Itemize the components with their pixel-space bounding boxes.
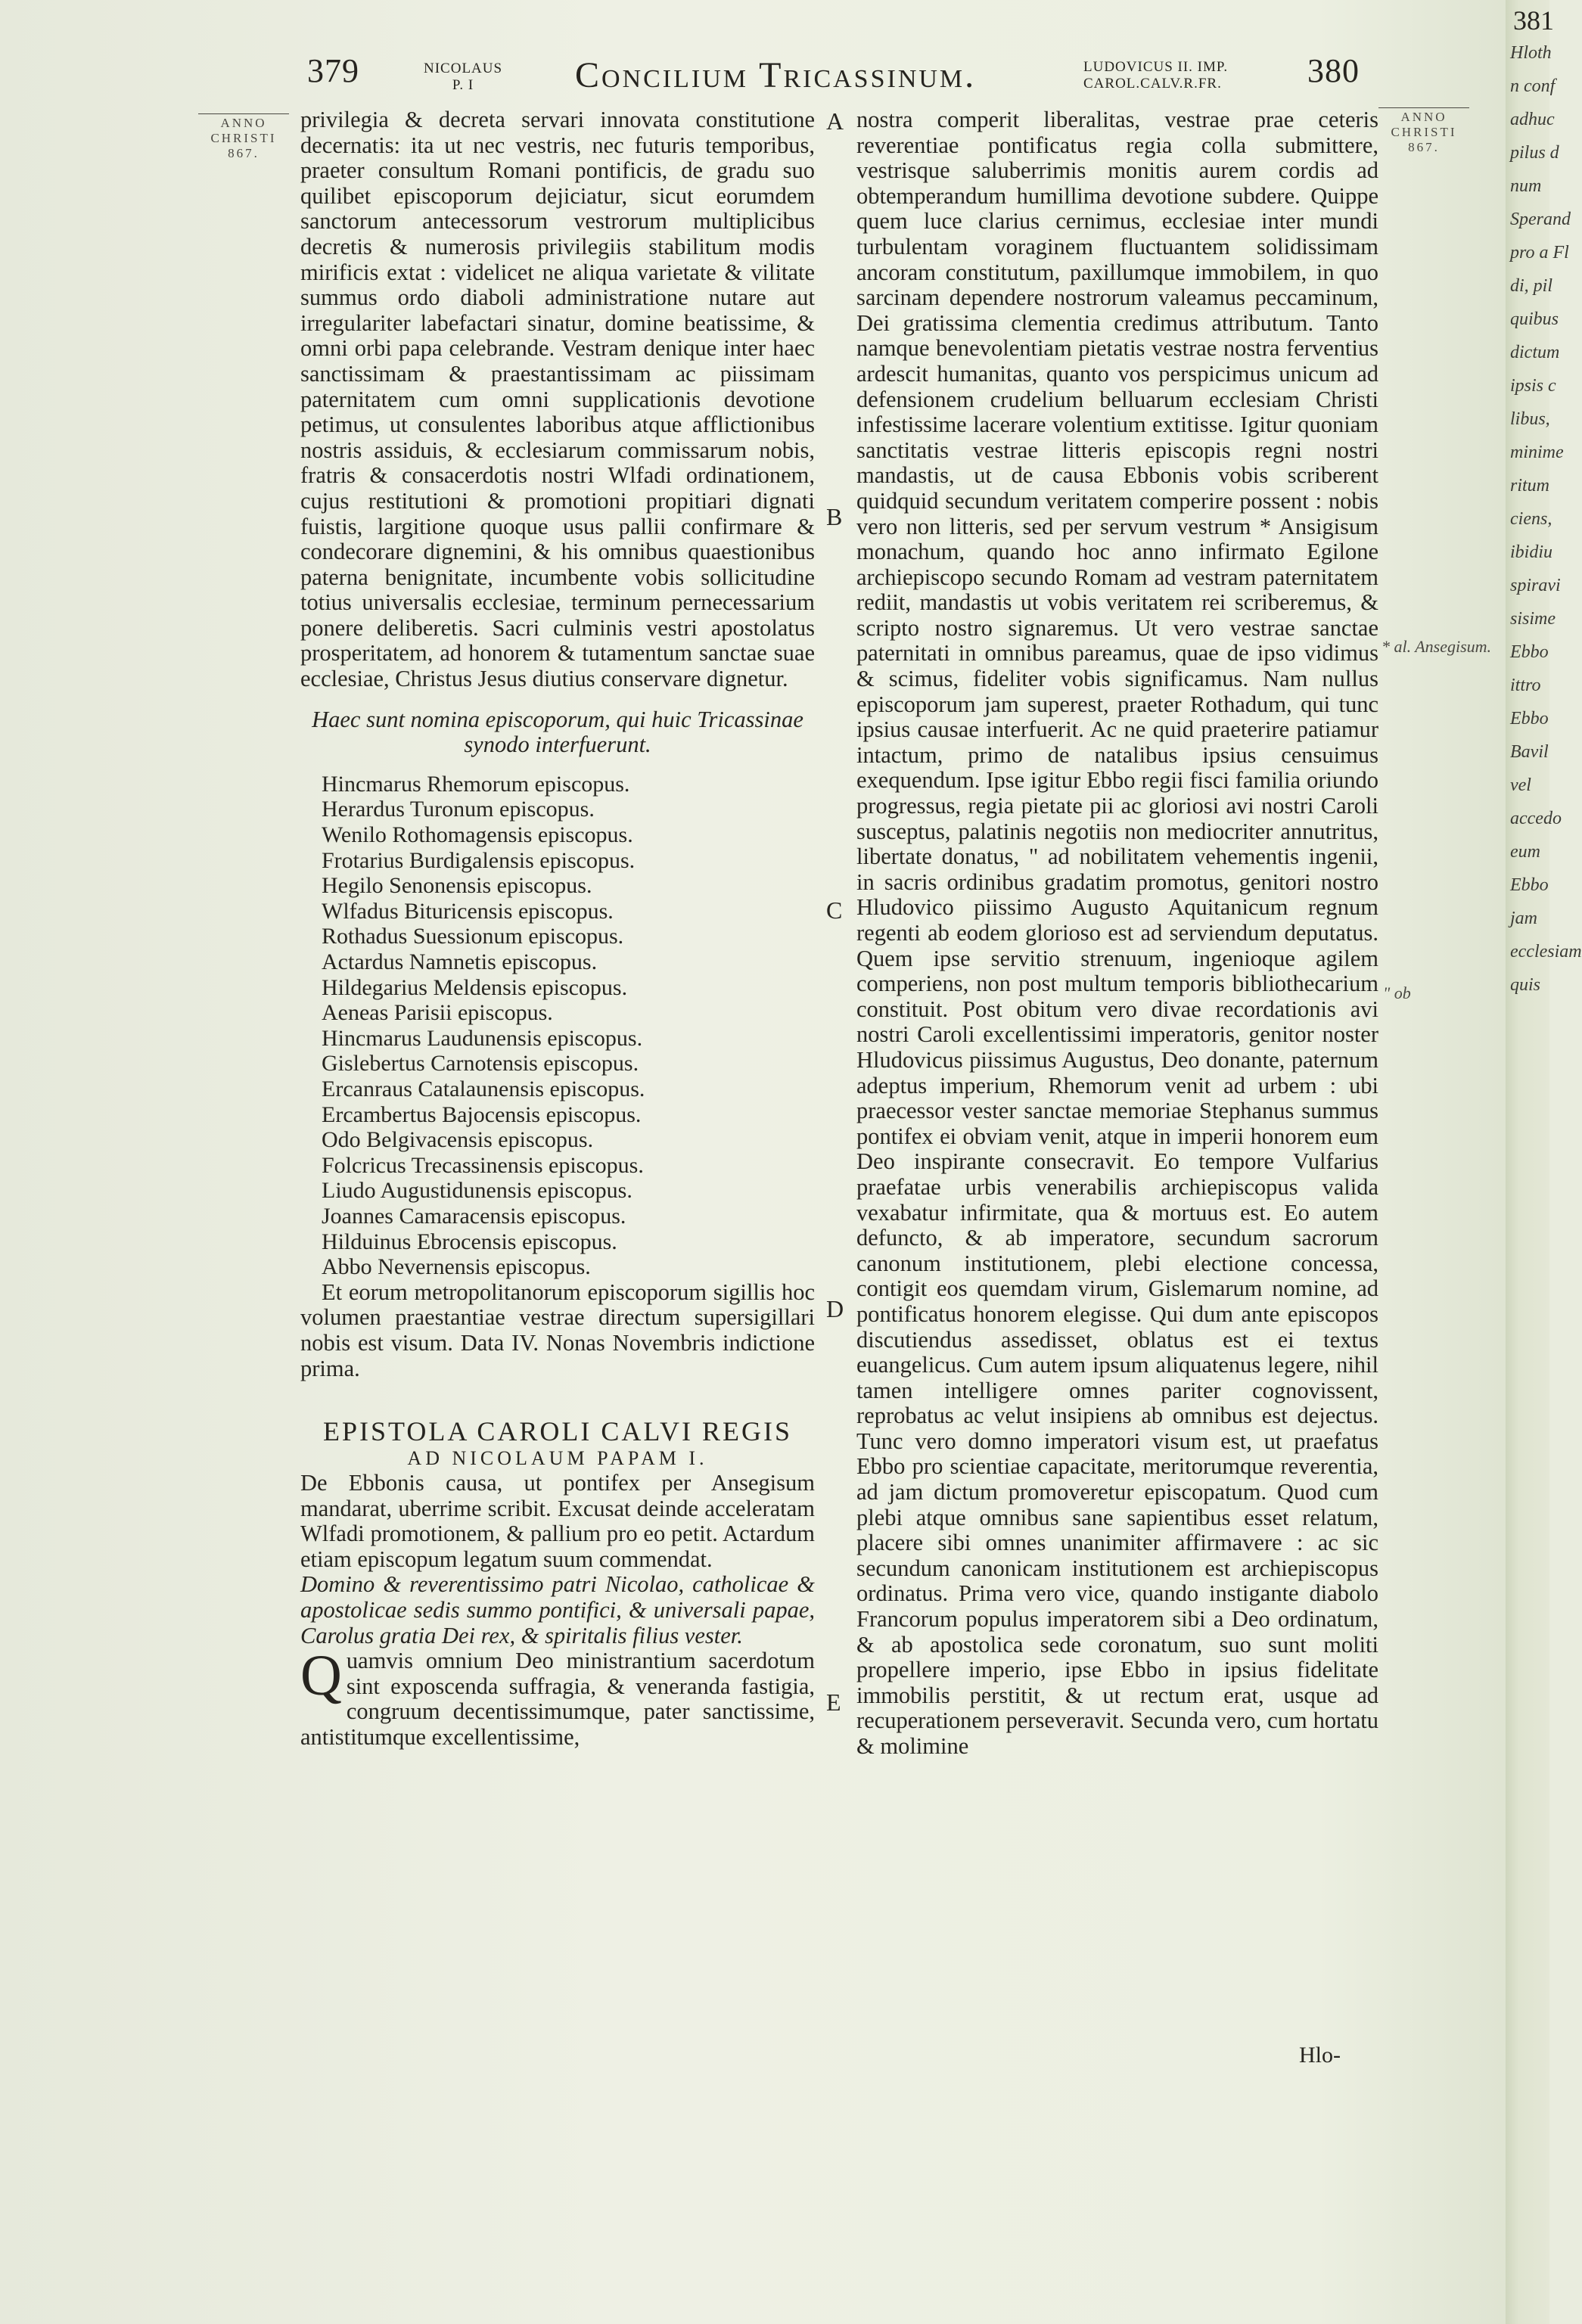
text-fragment: Ebbo	[1510, 875, 1549, 895]
page-number-right: 380	[1307, 52, 1360, 89]
year-note-year: 867.	[1408, 140, 1440, 154]
year-note-year: 867.	[228, 146, 260, 160]
margin-letter-a: A	[826, 107, 844, 135]
next-page-fragments	[1506, 36, 1582, 1002]
text-fragment: quis	[1510, 975, 1541, 995]
year-note-rule	[1378, 107, 1469, 108]
list-item: Hilduinus Ebrocensis episcopus.	[322, 1229, 617, 1254]
sealing-note: Et eorum metropolitanorum episcoporum sigillis hoc volumen praestantiae vestrae directum supersigillari nobis est visum. Data IV. Nonas Novembris indictione prima.	[300, 1279, 815, 1381]
text-fragment: Ebbo	[1510, 709, 1549, 729]
side-note-mark: * al.	[1382, 637, 1412, 656]
text-fragment: libus,	[1510, 409, 1550, 429]
list-item: Ercambertus Bajocensis episcopus.	[322, 1101, 642, 1127]
text-fragment: ritum	[1510, 476, 1550, 496]
synod-letter-ending: privilegia & decreta servari innovata constitutione decernatis: ita ut nec vestris, nec futuris temporibus, praeter consultum Romani pontificis, de gradu suo quilibet episcoporum dejiciatur, sicut eorumdem sanctorum antecessorum vestrorum multiplicibus decretis & numerosis privilegiis stabilitum modis mirificis extat : videlicet ne aliqua varietate & vilitate summus ordo diaboli administratione nutare aut irregulariter labefactari sinatur, domine beatissime, & omni orbi papa celebrande. Vestram denique inter haec sanctissimam & praestantissimam ac piissimam paternitatem cum omni supplicationis devotione petimus, ut consulentes laboribus atque afflictionibus nostris assiduis, & ecclesiarum commissarum nobis, fratris & consacerdotis nostri Wlfadi ordinationem, cujus restitutioni & promotioni propitiari dignati fuistis, largitione quoque usus pallii confirmare & condecorare dignemini, & his omnibus quaestionibus paterna benignitate, incumbente vobis sollicitudine totius universalis ecclesiae, terminum pernecessarium ponere deliberetis. Sacri culminis vestri apostolatus prosperitatem, ad honorem & tutamentum sanctae suae ecclesiae, Christus Jesus diutius conservare dignetur.	[300, 107, 815, 692]
page-number-left: 379	[307, 52, 359, 89]
list-item: Liudo Augustidunensis episcopus.	[322, 1178, 632, 1204]
right-column	[856, 107, 1378, 1760]
text-fragment: accedo	[1510, 809, 1562, 828]
text-fragment: minime	[1510, 443, 1564, 462]
signers-list	[322, 772, 815, 1280]
header-rulers	[1083, 59, 1228, 92]
text-fragment: vel	[1510, 775, 1531, 795]
list-item: Folcricus Trecassinensis episcopus.	[322, 1152, 644, 1178]
text-fragment: ecclesiam	[1510, 942, 1582, 962]
epistle-opening-text: uamvis omnium Deo ministrantium sacerdotum sint exposcenda suffragia, & veneranda fastigia, congruum decentissimumque, pater sanctissime, antistitumque excellentissime,	[300, 1648, 815, 1751]
text-fragment: Hloth	[1510, 43, 1552, 63]
epistle-title: EPISTOLA CAROLI CALVI REGIS	[322, 1416, 793, 1447]
margin-letter-b: B	[826, 503, 843, 530]
year-note-right	[1378, 107, 1469, 155]
text-fragment: ittro	[1510, 676, 1541, 695]
text-fragment: jam	[1510, 909, 1537, 928]
list-item: Hincmarus Rhemorum episcopus.	[322, 771, 630, 797]
next-page-number: 381	[1513, 5, 1554, 36]
epistle-summary: De Ebbonis causa, ut pontifex per Ansegisum mandarat, uberrime scribit. Excusat deinde acceleratam Wlfadi promotionem, & pallium pro eo petit. Actardum etiam episcopum legatum suum commendat.	[300, 1470, 815, 1572]
text-fragment: eum	[1510, 842, 1540, 862]
text-fragment: ciens,	[1510, 509, 1552, 529]
header-pope-number: P. I	[452, 77, 474, 93]
margin-letter-c: C	[826, 896, 843, 924]
text-fragment: Bavil	[1510, 742, 1549, 762]
text-fragment: spiravi	[1510, 576, 1561, 595]
list-item: Abbo Nevernensis episcopus.	[322, 1254, 591, 1280]
text-fragment: Sperand	[1510, 210, 1571, 229]
list-item: Hildegarius Meldensis episcopus.	[322, 974, 628, 1000]
header-pope	[424, 61, 502, 94]
epistle-subtitle: AD NICOLAUM PAPAM I.	[407, 1447, 708, 1470]
side-note-variant	[1382, 637, 1491, 657]
text-fragment: pilus d	[1510, 143, 1559, 163]
list-item: Wenilo Rothomagensis episcopus.	[322, 822, 633, 848]
margin-letter-e: E	[826, 1689, 841, 1716]
list-item: Joannes Camaracensis episcopus.	[322, 1203, 626, 1229]
list-item: Wlfadus Bituricensis episcopus.	[322, 898, 614, 924]
text-fragment: adhuc	[1510, 110, 1555, 129]
year-note-era: CHRISTI	[210, 131, 277, 145]
list-item: Herardus Turonum episcopus.	[322, 797, 595, 822]
page-title: Concilium Tricassinum.	[575, 55, 977, 95]
year-note-rule	[198, 113, 289, 114]
side-note-text: Ansegisum.	[1415, 637, 1492, 656]
side-note-ob: " ob	[1383, 983, 1411, 1002]
next-page-edge	[1506, 0, 1582, 2324]
text-fragment: num	[1510, 176, 1542, 196]
year-note-label: ANNO	[1400, 110, 1447, 124]
text-fragment: dictum	[1510, 343, 1560, 362]
year-note-label: ANNO	[220, 116, 267, 130]
list-item: Ercanraus Catalaunensis episcopus.	[322, 1076, 645, 1101]
text-fragment: sisime	[1510, 609, 1556, 629]
list-item: Hegilo Senonensis episcopus.	[322, 873, 592, 899]
header-ruler-king: CAROL.CALV.R.FR.	[1083, 76, 1222, 92]
year-note-left	[198, 113, 289, 161]
header-pope-name: NICOLAUS	[424, 61, 503, 76]
list-item: Actardus Namnetis episcopus.	[322, 949, 598, 974]
list-item: Frotarius Burdigalensis episcopus.	[322, 847, 636, 873]
year-note-era: CHRISTI	[1391, 125, 1457, 139]
text-fragment: n conf	[1510, 76, 1556, 96]
signers-heading: Haec sunt nomina episcoporum, qui huic Tricassinae synodo interfuerunt.	[312, 706, 803, 758]
drop-cap: Q	[300, 1644, 342, 1708]
text-fragment: Ebbo	[1510, 642, 1549, 662]
epistle-opening	[300, 1644, 815, 1751]
text-fragment: di, pil	[1510, 276, 1553, 296]
list-item: Rothadus Suessionum episcopus.	[322, 924, 624, 949]
list-item: Hincmarus Laudunensis episcopus.	[322, 1025, 643, 1051]
text-fragment: ipsis c	[1510, 376, 1556, 396]
text-fragment: quibus	[1510, 309, 1559, 329]
header-ruler-emperor: LUDOVICUS II. IMP.	[1083, 59, 1229, 75]
list-item: Odo Belgivacensis episcopus.	[322, 1127, 594, 1153]
text-fragment: ibidiu	[1510, 542, 1553, 562]
epistle-salutation: Domino & reverentissimo patri Nicolao, catholicae & apostolicae sedis summo pontifici, & universali papae, Carolus gratia Dei rex, & spiritalis filius vester.	[300, 1571, 815, 1648]
catchword: Hlo-	[1299, 2043, 1341, 2068]
epistle-body: nostra comperit liberalitas, vestrae prae ceteris reverentiae pontificatus regia colla submittere, vestrisque saluberrimis monitis aurem cordis ad obtemperandum humillima devotione subdere. Quippe quem luce clarius cernimus, ecclesiae inter mundi turbulentam voraginem fluctuantem solidissimam ancoram constitutum, paxillumque immobilem, in quo sarcinam dependere nostrorum valeamus peccaminum, Dei gratissima clementia credimus attributum. Tanto namque benevolentiam pietatis vestrae nostra ferventius ardescit humanitas, quanto vos perspicimus unicum ad defensionem crudelium belluarum ecclesiam Christi infestissime lacerare volentium extitisse. Igitur quoniam sanctitatis vestrae litteris episcopis regni nostri mandastis, ut de causa Ebbonis vobis scriberent quidquid secundum veritatem comperire possent : nobis vero non litteris, sed per servum vestrum * Ansigisum monachum, quando hoc anno infirmato Egilone archiepiscopo secundo Romam ad vestram paternitatem rediit, mandastis ut vobis veritatem rei scriberemus, & scripto nostro signaremus. Ut vero vestrae sanctae paternitati in omnibus pareamus, quae de ipso vidimus & scimus, fideliter vobis significamus. Nam nullus episcoporum jam superest, praeter Rothadum, qui tunc ipsius causae interfuerit. Ac ne quid praeterire patiamur intactum, primo de natalibus ipsius censuimus exequendum. Ipse igitur Ebbo regii fisci familia oriundo progressus, regia pietate pii ac gloriosi avi nostri Caroli susceptus, palatinis negotiis non mediocriter annutritus, libertate donatus, " ad nobilitatem vehementis ingenii, in sacris ordinibus gradatim promotus, genitori nostro Hludovico piissimo Augusto Aquitanicum regnum regenti ab eodem glorioso est ad serviendum deputatus. Quem ipse servitio strenuum, ingenioque agilem comperiens, non post multum temporis bibliothecarium constituit. Post obitum vero divae recordationis avi nostri Caroli excellentissimi imperatoris, genitor noster Hludovicus piissimus Augustus, Deo donante, paternum adeptus imperium, Rhemorum venit ad urbem : ubi praecessor vester sanctae memoriae Stephanus summus pontifex ei obviam venit, atque in imperii honorem eum Deo inspirante consecravit. Eo tempore Vulfarius praefatae urbis venerabilis archiepiscopus valida vexabatur infirmitate, qua & mortuus est. Eo autem defuncto, & ab imperatore, secundum sacrorum canonum institutionem, plebi electione concessa, contigit eos quemdam virum, Gislemarum nomine, ad pontificatus honorem elegisse. Qui dum ante episcopos discutiendus assedisset, oblatus est ei textus euangelicus. Cum autem ipsum aliquatenus legere, nihil tamen intelligere omnes pariter cognovissent, reprobatus ac velut insipiens ab omnibus est dejectus. Tunc vero domno imperatori visum est, ut praefatus Ebbo pro scientiae capacitate, meritorumque reverentia, ad jam dictum promoveretur episcopatum. Quod cum plebi atque omnibus sane sapientibus esset relatum, placere sibi omnes unanimiter affirmavere : ac sic secundum canonicam institutionem est archiepiscopus ordinatus. Prima vero vice, quando instigante diabolo Francorum populus imperatorem sibi a Deo ordinatum, & ab apostolica sede coronatum, suo sunt moliti propellere imperio, ipse Ebbo in ipsius fidelitate immobilis perstitit, & ut rectum erat, usque ad recuperationem perseveravit. Secunda vero, cum hortatu & molimine	[856, 107, 1378, 1759]
list-item: Aeneas Parisii episcopus.	[322, 1000, 553, 1026]
text-fragment: pro a Fl	[1510, 243, 1569, 263]
list-item: Gislebertus Carnotensis episcopus.	[322, 1051, 639, 1077]
margin-letter-d: D	[826, 1295, 844, 1322]
left-column	[300, 107, 815, 1751]
